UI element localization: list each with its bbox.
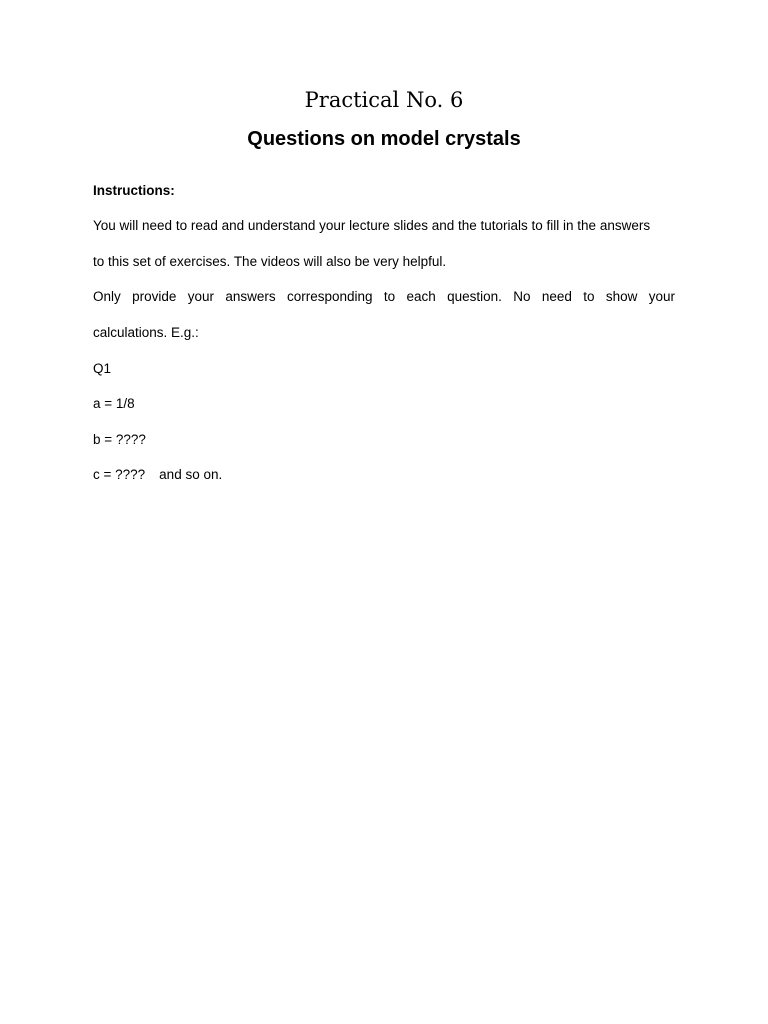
example-continuation-text: and so on. — [159, 467, 223, 482]
paragraph-2-word: each — [406, 289, 436, 304]
paragraph-2-word: your — [187, 289, 214, 304]
paragraph-2-word: to — [583, 289, 595, 304]
paragraph-2-word: show — [605, 289, 638, 304]
document-title: Questions on model crystals — [247, 128, 521, 150]
instructions-heading: Instructions: — [93, 183, 175, 198]
example-answer-b: b = ???? — [93, 432, 146, 447]
practical-number-title: Practical No. 6 — [304, 88, 464, 112]
example-answer-a: a = 1/8 — [93, 396, 135, 411]
paragraph-2-word: No — [513, 289, 531, 304]
paragraph-2-line-1 — [93, 288, 675, 306]
paragraph-1-line-1: You will need to read and understand your lecture slides and the tutorials to fill in the answers — [93, 218, 651, 233]
paragraph-2-word: your — [648, 289, 675, 304]
paragraph-2-word: corresponding — [286, 289, 373, 304]
paragraph-2-word: Only — [93, 289, 121, 304]
example-question-label: Q1 — [93, 361, 112, 376]
paragraph-2-word: need — [541, 289, 572, 304]
paragraph-2-word: provide — [132, 289, 177, 304]
example-answer-c: c = ???? — [93, 467, 146, 482]
paragraph-2-word: answers — [225, 289, 276, 304]
paragraph-2-word: question. — [447, 289, 502, 304]
paragraph-2-word: to — [383, 289, 396, 304]
paragraph-1-line-2: to this set of exercises. The videos will also be very helpful. — [93, 254, 447, 269]
example-answer-c-line — [93, 466, 675, 484]
paragraph-2-line-2: calculations. E.g.: — [93, 325, 199, 340]
